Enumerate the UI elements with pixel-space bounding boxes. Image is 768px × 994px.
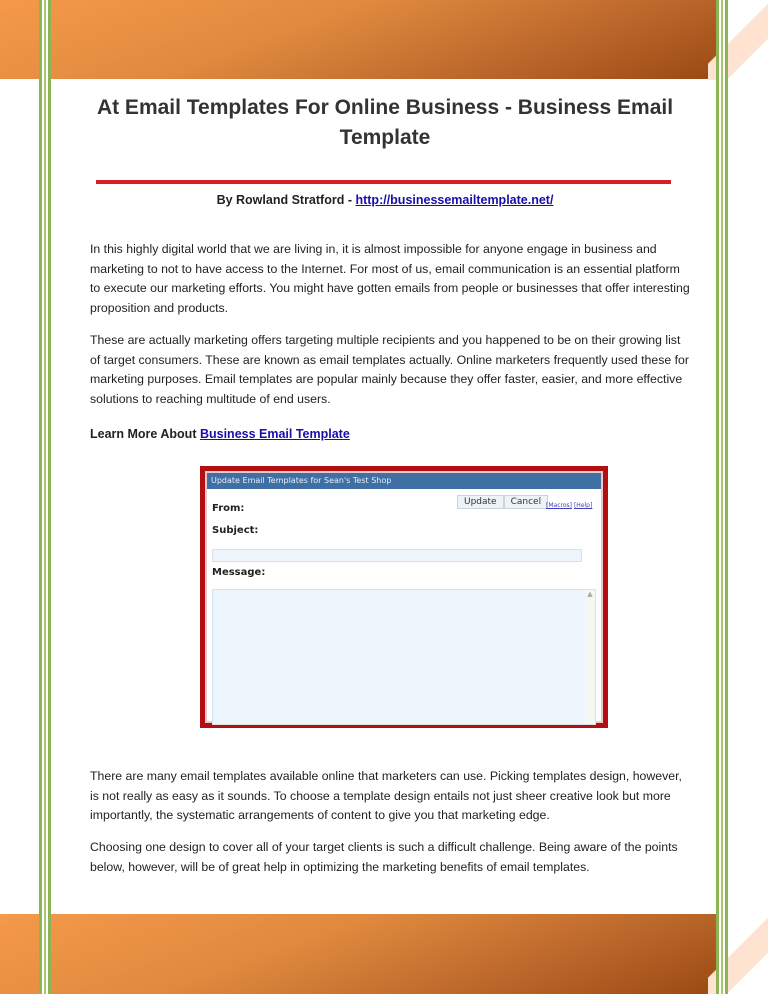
- learn-more-link[interactable]: Business Email Template: [199, 427, 350, 441]
- byline-author: By Rowland Stratford -: [216, 193, 356, 207]
- update-button[interactable]: Update: [457, 495, 504, 509]
- cancel-button[interactable]: Cancel: [504, 495, 549, 509]
- help-link[interactable]: [Help]: [573, 502, 593, 509]
- page-title: At Email Templates For Online Business - Business Email Template: [96, 96, 674, 149]
- paragraph-1: In this highly digital world that we are living in, it is almost impossible for anyone engage in business and marketing to not to have access to the Internet. For most of us, email communication is an essential platform to execute our marketing efforts. You might have gotten emails from people or businesses that offer interesting proposition and products.: [90, 242, 690, 315]
- left-border-stripe: [39, 0, 51, 994]
- right-border-stripe: [716, 0, 728, 994]
- macros-link[interactable]: [Macros]: [546, 502, 572, 509]
- scrollbar[interactable]: [585, 590, 595, 724]
- header-banner: [0, 0, 716, 79]
- byline: [90, 193, 680, 207]
- byline-link[interactable]: http://businessemailtemplate.net/: [355, 193, 554, 207]
- screenshot-title: Update Email Templates for Sean's Test Shop: [207, 473, 601, 489]
- from-label: From:: [212, 503, 245, 514]
- footer-banner: [0, 914, 716, 994]
- learn-more-label: Learn More About: [90, 427, 200, 441]
- message-label: Message:: [212, 567, 266, 578]
- title-divider: [96, 180, 671, 184]
- paragraph-3: There are many email templates available online that marketers can use. Picking templates design, however, is not really as easy as it sounds. To choose a template design entails not just sheer creative look but more importantly, the systematic arrangements of content to give you that marketing edge.: [90, 769, 682, 823]
- subject-input[interactable]: [212, 549, 582, 562]
- scroll-up-icon[interactable]: ▲: [587, 590, 593, 598]
- subject-label: Subject:: [212, 525, 259, 536]
- paragraph-2: These are actually marketing offers targeting multiple recipients and you happened to be on their growing list of target consumers. These are known as email templates actually. Online marketers frequently used these for marketing purposes. Email templates are popular mainly because they offer faster, easier, and more effective solutions to reaching multitude of end users.: [90, 333, 689, 406]
- learn-more: [90, 427, 350, 441]
- paragraph-4: Choosing one design to cover all of your target clients is such a difficult challenge. Being aware of the points below, however, will be of great help in optimizing the marketing benefits of email templates.: [90, 840, 678, 874]
- email-template-screenshot: [200, 466, 608, 728]
- message-textarea[interactable]: [212, 589, 596, 725]
